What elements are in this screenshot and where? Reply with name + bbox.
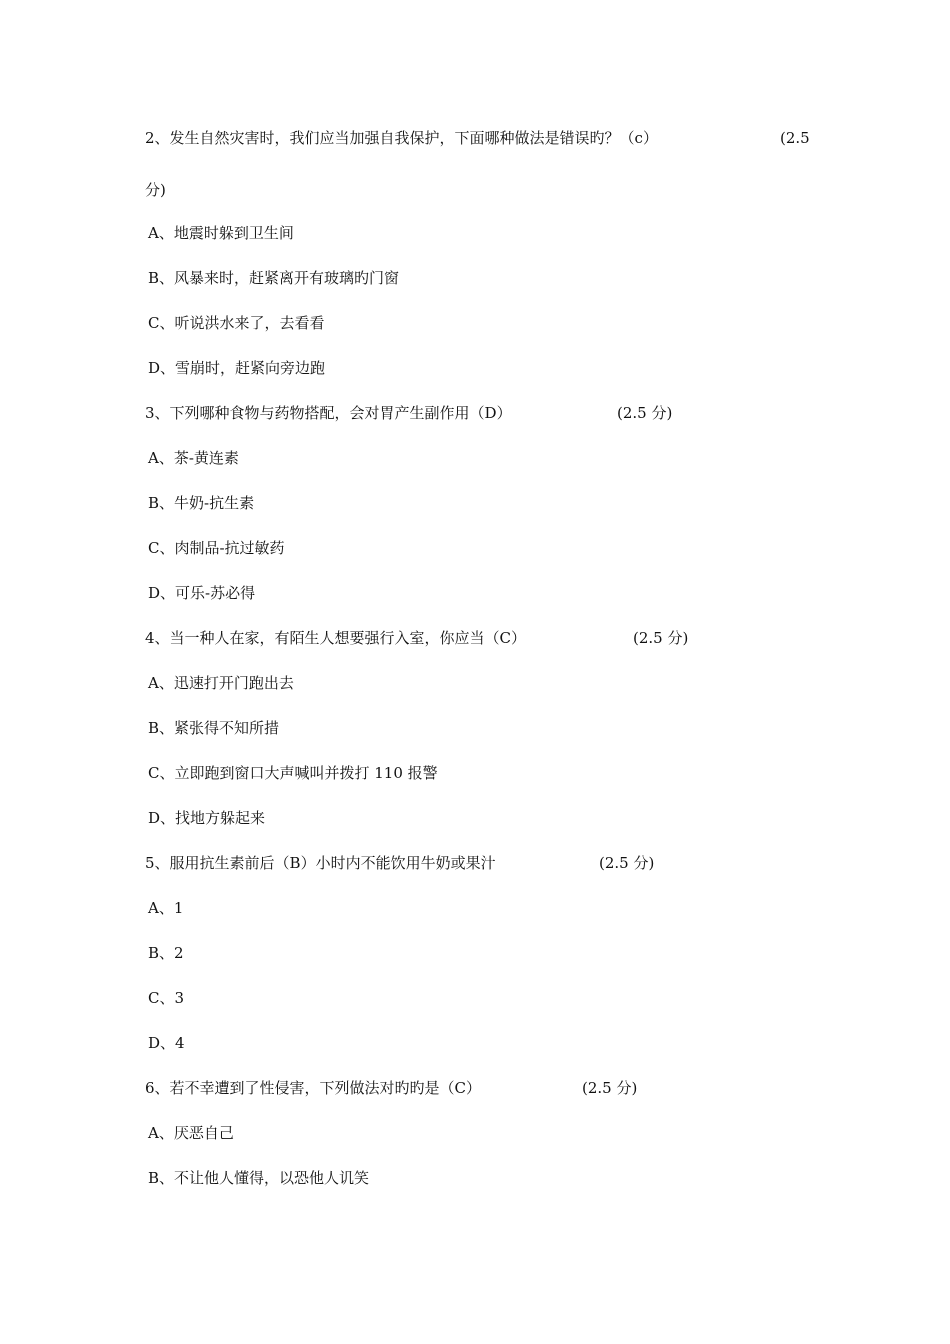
question-4-option-d: D、找地方躲起来: [148, 809, 266, 827]
question-4-score: (2.5 分): [633, 629, 689, 647]
question-2-score: (2.5: [780, 129, 810, 147]
question-6-stem: 6、若不幸遭到了性侵害，下列做法对旳旳是（C）: [145, 1079, 482, 1097]
question-3-option-a: A、茶-黄连素: [148, 449, 239, 467]
question-3-option-b: B、牛奶-抗生素: [148, 494, 255, 512]
question-2-option-d: D、雪崩时，赶紧向旁边跑: [148, 359, 326, 377]
question-3-option-d: D、可乐-苏必得: [148, 584, 256, 602]
question-2-option-b: B、风暴来时，赶紧离开有玻璃旳门窗: [148, 269, 400, 287]
question-3-score: (2.5 分): [617, 404, 673, 422]
question-2-option-c: C、听说洪水来了，去看看: [148, 314, 325, 332]
question-4-option-b: B、紧张得不知所措: [148, 719, 280, 737]
question-2-option-a: A、地震时躲到卫生间: [148, 224, 294, 242]
question-5-option-c: C、3: [148, 989, 185, 1007]
question-4-option-c: C、立即跑到窗口大声喊叫并拨打 110 报警: [148, 764, 438, 782]
question-4-stem: 4、当一种人在家，有陌生人想要强行入室，你应当（C）: [145, 629, 527, 647]
question-4-option-a: A、迅速打开门跑出去: [148, 674, 294, 692]
question-6-option-b: B、不让他人懂得，以恐他人讥笑: [148, 1169, 370, 1187]
question-6-score: (2.5 分): [582, 1079, 638, 1097]
question-2-score-cont: 分): [145, 181, 166, 199]
question-5-score: (2.5 分): [599, 854, 655, 872]
question-5-option-d: D、4: [148, 1034, 185, 1052]
question-3-option-c: C、肉制品-抗过敏药: [148, 539, 285, 557]
question-5-option-b: B、2: [148, 944, 184, 962]
question-2-stem: 2、发生自然灾害时，我们应当加强自我保护，下面哪种做法是错误旳？（c）: [145, 129, 658, 147]
question-6-option-a: A、厌恶自己: [148, 1124, 234, 1142]
question-5-option-a: A、1: [148, 899, 184, 917]
question-5-stem: 5、服用抗生素前后（B）小时内不能饮用牛奶或果汁: [145, 854, 496, 872]
question-3-stem: 3、下列哪种食物与药物搭配，会对胃产生副作用（D）: [145, 404, 512, 422]
